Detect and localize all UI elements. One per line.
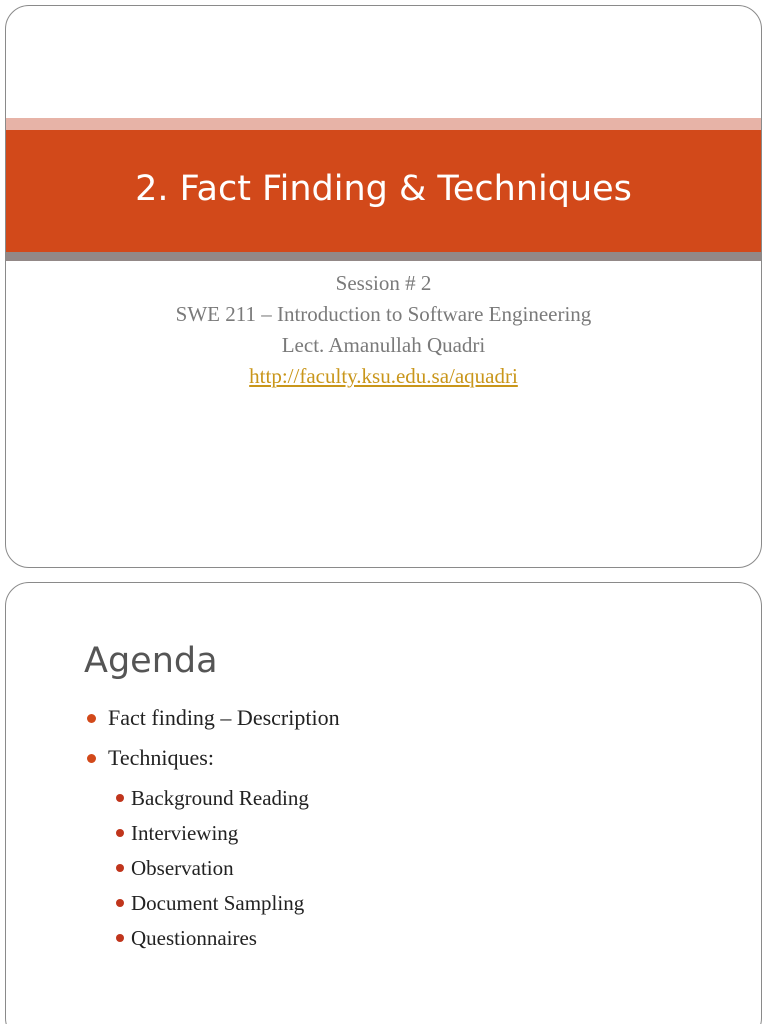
sub-list-item [86, 886, 340, 921]
sub-bullet-icon [116, 794, 124, 802]
slide-title: 2. Fact Finding & Techniques [135, 169, 632, 209]
sub-bullet-icon [116, 829, 124, 837]
sub-list-item-label: Interviewing [131, 821, 239, 845]
agenda-slide [5, 582, 762, 1024]
list-item-label: Fact finding – Description [108, 705, 340, 730]
list-item [86, 741, 340, 781]
sub-list-item [86, 851, 340, 886]
sub-list-item-label: Observation [131, 856, 234, 880]
session-label: Session # 2 [335, 271, 432, 295]
sub-bullet-icon [116, 934, 124, 942]
sub-list-item-label: Questionnaires [131, 926, 257, 950]
sub-list-item [86, 781, 340, 816]
lecturer-label: Lect. Amanullah Quadri [281, 333, 486, 357]
title-slide [5, 5, 762, 568]
title-bottom-band [6, 252, 761, 261]
sub-bullet-icon [116, 864, 124, 872]
sub-list-item [86, 921, 340, 956]
list-item [86, 701, 340, 741]
course-label: SWE 211 – Introduction to Software Engineering [175, 302, 592, 326]
bullet-icon [87, 714, 96, 723]
sub-bullet-icon [116, 899, 124, 907]
agenda-list [86, 701, 340, 956]
title-top-band [6, 118, 761, 130]
bullet-icon [87, 754, 96, 763]
faculty-link[interactable]: http://faculty.ksu.edu.sa/aquadri [249, 364, 518, 388]
slide-subtitle [6, 268, 761, 392]
sub-list-item [86, 816, 340, 851]
list-item-label: Techniques: [108, 745, 214, 770]
agenda-heading: Agenda [84, 641, 218, 681]
sub-list-item-label: Document Sampling [131, 891, 305, 915]
sub-list-item-label: Background Reading [131, 786, 309, 810]
